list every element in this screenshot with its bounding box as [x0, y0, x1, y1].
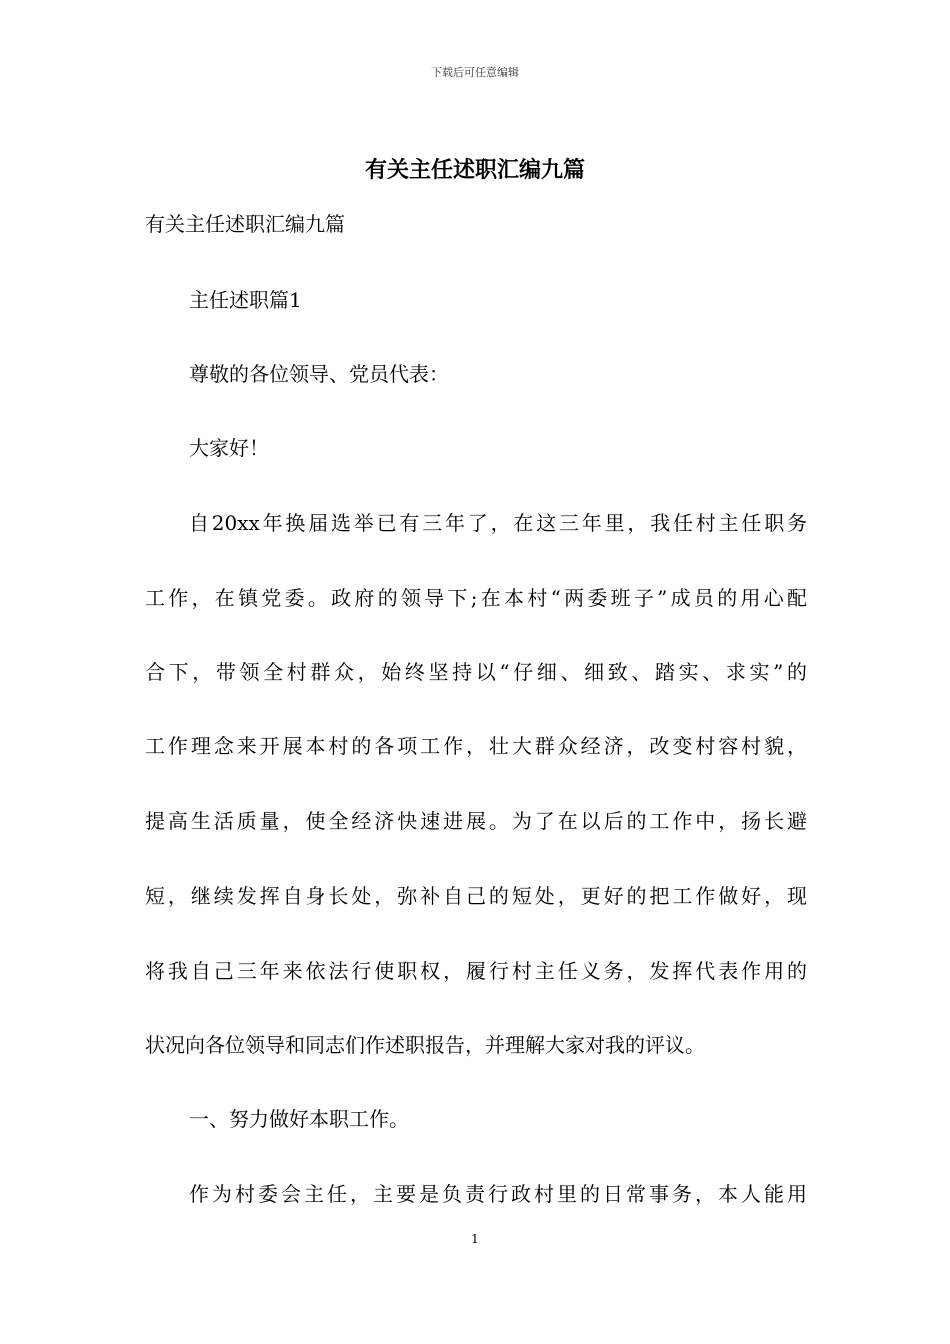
salutation: 尊敬的各位领导、党员代表：	[189, 362, 449, 386]
section-heading: 一、努力做好本职工作。	[189, 1107, 409, 1131]
paragraph-line: 将我自己三年来依法行使职权，履行村主任义务，发挥代表作用的	[145, 959, 807, 983]
paragraph-line: 自20xx年换届选举已有三年了，在这三年里，我任村主任职务	[189, 511, 807, 535]
page-number: 1	[471, 1232, 479, 1246]
header-note: 下载后可任意编辑	[431, 66, 519, 79]
paragraph-line: 状况向各位领导和同志们作述职报告，并理解大家对我的评议。	[145, 1033, 705, 1057]
document-title: 有关主任述职汇编九篇	[364, 157, 585, 183]
paragraph-line: 提高生活质量，使全经济快速进展。为了在以后的工作中，扬长避	[145, 809, 807, 833]
paragraph-line: 工作理念来开展本村的各项工作，壮大群众经济，改变村容村貌，	[145, 734, 807, 758]
paragraph-line: 工作，在镇党委。政府的领导下;在本村“两委班子”成员的用心配	[145, 586, 807, 610]
subtitle-line: 有关主任述职汇编九篇	[145, 212, 345, 236]
paragraph-line: 作为村委会主任，主要是负责行政村里的日常事务，本人能用	[189, 1182, 807, 1206]
paragraph-line: 短，继续发挥自身长处，弥补自己的短处，更好的把工作做好，现	[145, 884, 807, 908]
paragraph-line: 合下，带领全村群众，始终坚持以“仔细、细致、踏实、求实”的	[145, 660, 807, 684]
section-heading: 主任述职篇1	[189, 288, 302, 312]
greeting: 大家好！	[189, 436, 269, 460]
